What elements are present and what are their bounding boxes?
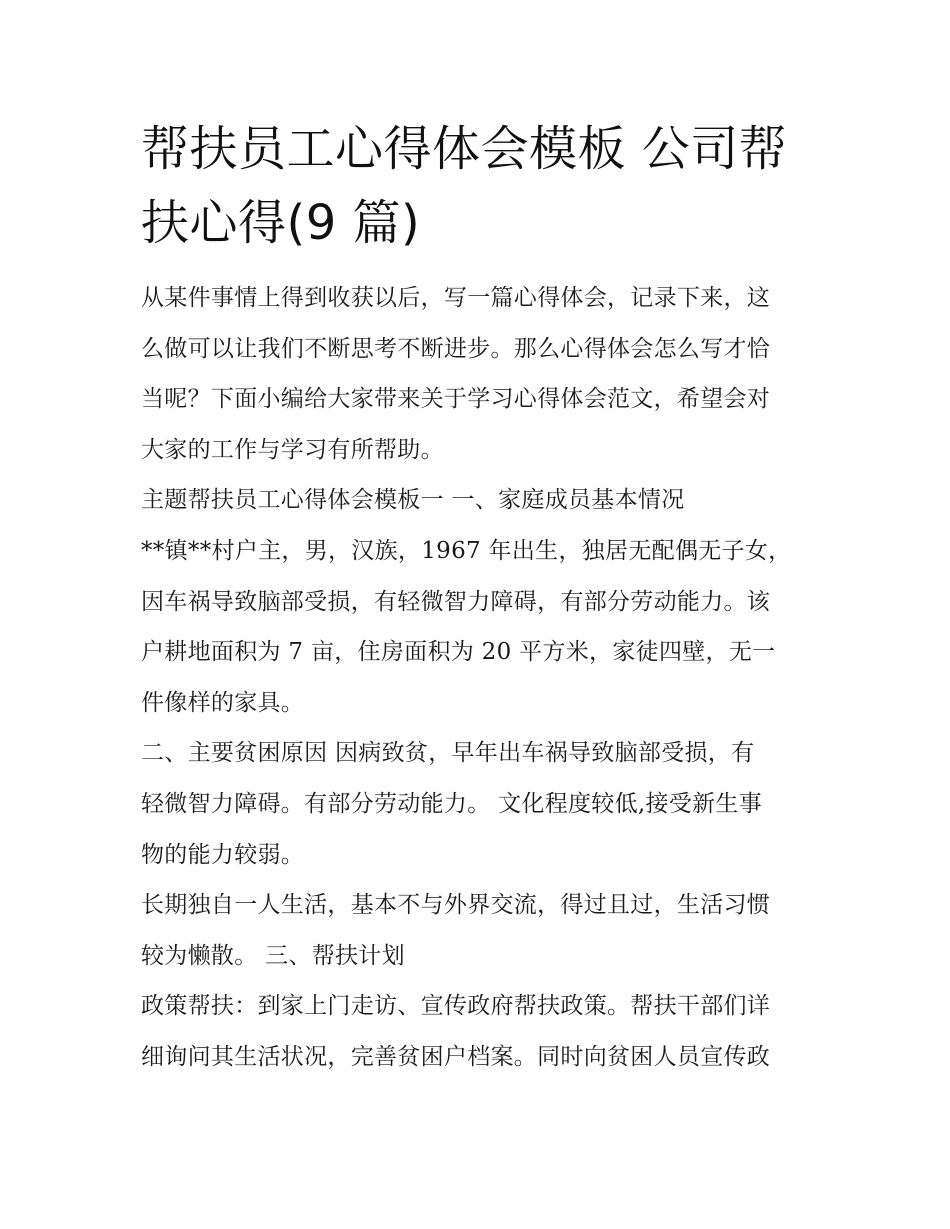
body-line: 么做可以让我们不断思考不断进步。那么心得体会怎么写才恰 [141, 335, 771, 362]
body-line: 大家的工作与学习有所帮助。 [141, 436, 444, 463]
body-line: 从某件事情上得到收获以后，写一篇心得体会，记录下来，这 [141, 285, 771, 311]
body-line: 当呢？下面小编给大家带来关于学习心得体会范文，希望会对 [141, 386, 771, 413]
body-line: 较为懒散。 三、帮扶计划 [141, 942, 405, 969]
body-line: 二、主要贫困原因 因病致贫，早年出车祸导致脑部受损，有 [141, 740, 755, 767]
document-body [141, 273, 813, 1083]
body-line: 因车祸导致脑部受损，有轻微智力障碍，有部分劳动能力。该 [141, 588, 771, 615]
document-title [141, 112, 813, 260]
body-line: 户耕地面积为 7 亩，住房面积为 20 平方米，家徒四壁，无一 [141, 639, 776, 666]
body-line: 主题帮扶员工心得体会模板一 一、家庭成员基本情况 [141, 487, 685, 514]
document-content [141, 112, 813, 1083]
title-line: 扶心得(9 篇) [141, 195, 421, 251]
body-line: 长期独自一人生活，基本不与外界交流，得过且过，生活习惯 [141, 892, 771, 919]
body-line: 物的能力较弱。 [141, 841, 305, 868]
body-line: 细询问其生活状况，完善贫困户档案。同时向贫困人员宣传政 [141, 1043, 771, 1070]
title-line: 帮扶员工心得体会模板 公司帮 [141, 121, 788, 177]
body-line: 轻微智力障碍。有部分劳动能力。 文化程度较低,接受新生事 [141, 790, 763, 817]
body-line: 政策帮扶：到家上门走访、宣传政府帮扶政策。帮扶干部们详 [141, 993, 771, 1020]
body-line: **镇**村户主，男，汉族，1967 年出生，独居无配偶无子女， [141, 537, 792, 564]
body-line: 件像样的家具。 [141, 689, 305, 716]
